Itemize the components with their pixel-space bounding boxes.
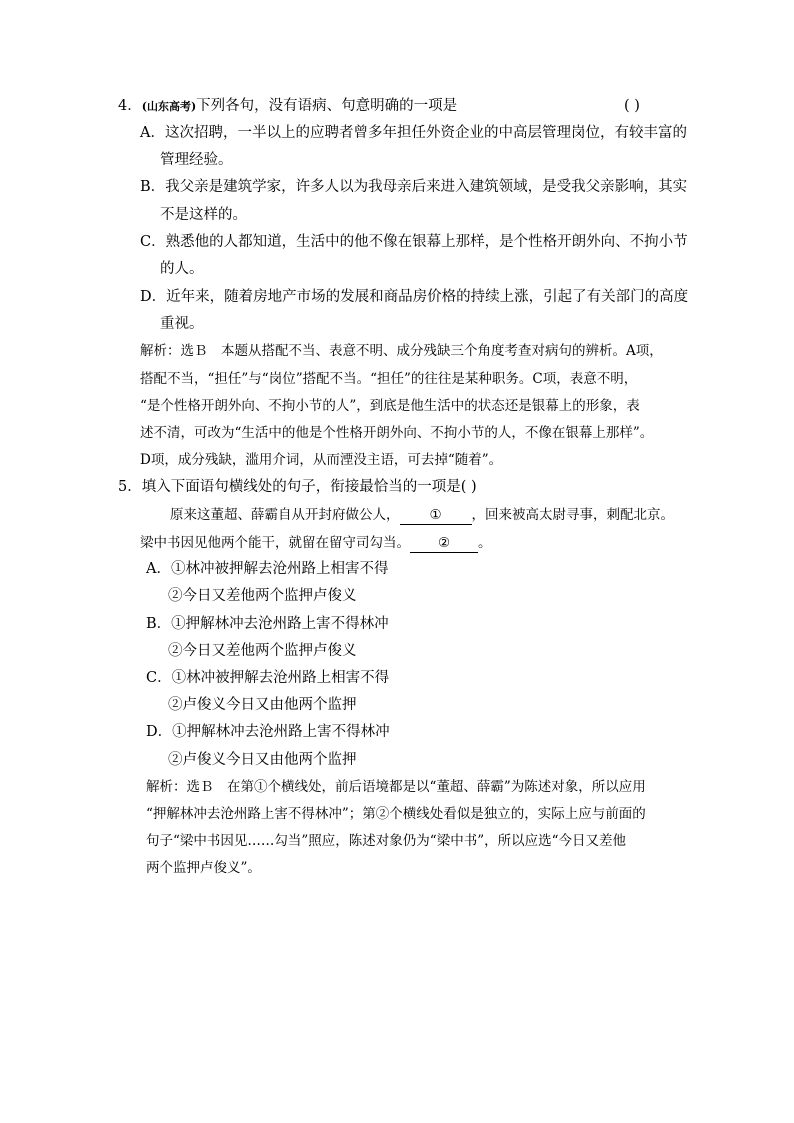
option-text: 这次招聘，一半以上的应聘者曾多年担任外资企业的中高层管理岗位，有较丰富的 (164, 125, 687, 141)
q4-analysis-line: “是个性格开朗外向、不拘小节的人”，到底是他生活中的状态还是银幕上的形象，表 (140, 398, 640, 414)
q5-analysis-line: 解析：选Ｂ 在第①个横线处，前后语境都是以“董超、薛霸”为陈述对象，所以应用 (146, 779, 646, 795)
q4-stem-line (118, 96, 457, 117)
option-text: ①林冲被押解去沧州路上相害不得 (170, 561, 389, 577)
option-text: 近年来，随着房地产市场的发展和商品房价格的持续上涨，引起了有关部门的高度 (166, 289, 689, 305)
q4-analysis-line: 述不清，可改为“生活中的他是个性格开朗外向、不拘小节的人，不像在银幕上那样”。 (140, 425, 654, 441)
blank-1: ① (400, 506, 472, 525)
option-label: B． (140, 179, 166, 195)
q5-option-a (146, 559, 388, 579)
passage-text: 梁中书因见他两个能干，就留在留守司勾当。 (140, 535, 410, 551)
option-label: D． (146, 724, 173, 740)
option-label: C． (146, 670, 172, 686)
q5-option-a-cont: ②今日又差他两个监押卢俊义 (168, 588, 357, 604)
passage-text: ，回来被高太尉寻事，刺配北京。 (471, 507, 674, 523)
option-label: B． (146, 616, 172, 632)
q4-source: (山东高考) (141, 100, 197, 113)
option-text: ①押解林冲去沧州路上害不得林冲 (171, 616, 389, 632)
q5-option-d (146, 722, 390, 742)
q5-stem: 填入下面语句横线处的句子，衔接最恰当的一项是( ) (141, 479, 477, 495)
q4-option-a (140, 123, 687, 143)
option-text: ①林冲被押解去沧州路上相害不得 (171, 670, 390, 686)
q5-option-c (146, 668, 389, 688)
q5-analysis-line: 两个监押卢俊义”。 (146, 860, 261, 876)
q4-option-d-cont: 重视。 (160, 316, 204, 332)
q4-option-c-cont: 的人。 (160, 261, 204, 277)
q4-option-b-cont: 不是这样的。 (160, 207, 247, 223)
q5-analysis-line: “押解林冲去沧州路上害不得林冲”；第②个横线处看似是独立的，实际上应与前面的 (146, 806, 646, 822)
option-label: A． (146, 561, 171, 577)
passage-text: 原来这董超、薛霸自从开封府做公人， (170, 507, 400, 523)
blank-2: ② (410, 534, 478, 553)
q4-option-d (140, 287, 688, 307)
q5-stem-line (118, 477, 477, 497)
option-label: D． (140, 289, 167, 305)
option-text: 熟悉他的人都知道，生活中的他不像在银幕上那样，是个性格开朗外向、不拘小节 (165, 234, 688, 250)
q4-analysis-line: 搭配不当，“担任”与“岗位”搭配不当。“担任”的往往是某种职务。C项，表意不明， (140, 371, 638, 387)
q5-passage-line-2 (140, 533, 492, 553)
q5-number: 5． (118, 479, 142, 495)
q4-option-c (140, 232, 688, 252)
q5-option-b (146, 614, 389, 634)
q5-analysis-line: 句子“梁中书因见……勾当”照应，陈述对象仍为“梁中书”，所以应选“今日又差他 (146, 833, 627, 849)
q4-number: 4． (118, 98, 142, 114)
q5-passage-line-1 (170, 505, 674, 525)
q5-option-d-cont: ②卢俊义今日又由他两个监押 (168, 752, 357, 768)
passage-text: 。 (478, 535, 492, 551)
option-label: C． (140, 234, 166, 250)
q4-analysis-line: 解析：选Ｂ 本题从搭配不当、表意不明、成分残缺三个角度考查对病句的辨析。A项， (140, 343, 663, 359)
q4-stem: 下列各句，没有语病、句意明确的一项是 (196, 98, 458, 114)
q4-option-b (140, 177, 687, 197)
q5-option-c-cont: ②卢俊义今日又由他两个监押 (168, 697, 357, 713)
option-text: ①押解林冲去沧州路上害不得林冲 (172, 724, 390, 740)
q4-answer-paren: ( ) (624, 98, 640, 114)
option-text: 我父亲是建筑学家，许多人以为我母亲后来进入建筑领域，是受我父亲影响，其实 (165, 179, 688, 195)
option-label: A． (140, 125, 165, 141)
q5-option-b-cont: ②今日又差他两个监押卢俊义 (168, 643, 357, 659)
q4-option-a-cont: 管理经验。 (160, 152, 233, 168)
q4-analysis-line: D项，成分残缺，滥用介词，从而湮没主语，可去掉“随着”。 (140, 452, 503, 468)
